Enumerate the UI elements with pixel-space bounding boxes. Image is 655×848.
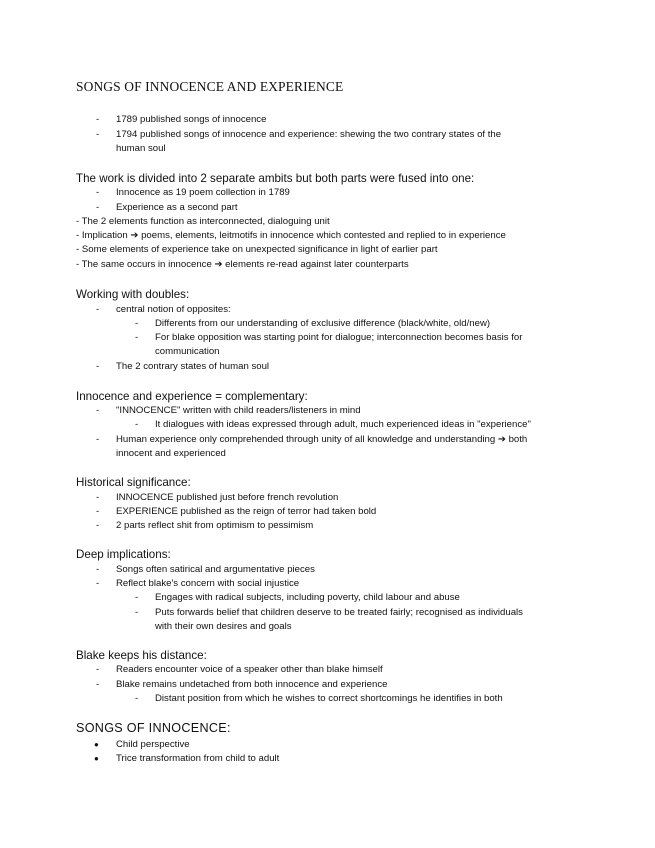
list-item: 1794 published songs of innocence and experience: shewing the two contrary states of the (116, 129, 502, 140)
paragraph-line: - The 2 elements function as interconnected, dialoguing unit (76, 216, 330, 227)
list-marker: - (96, 304, 100, 315)
list-item: 1789 published songs of innocence (116, 114, 267, 125)
list-marker: - (96, 114, 100, 125)
section-heading: Blake keeps his distance: (76, 649, 207, 662)
list-marker: - (96, 578, 100, 589)
list-item: central notion of opposites: (116, 304, 231, 315)
list-item: Child perspective (116, 739, 190, 750)
list-item: Experience as a second part (116, 202, 238, 213)
sub-list-item: Puts forwards belief that children deserve to be treated fairly; recognised as individuals (155, 607, 523, 618)
list-marker: - (96, 129, 100, 140)
section-heading: SONGS OF INNOCENCE: (76, 721, 231, 735)
list-marker: - (96, 492, 100, 503)
list-marker: - (135, 332, 139, 343)
list-item: "INNOCENCE" written with child readers/listeners in mind (116, 405, 361, 416)
list-item-continuation: human soul (116, 143, 166, 154)
list-marker: - (96, 506, 100, 517)
sub-list-item: Distant position from which he wishes to correct shortcomings he identifies in both (155, 693, 503, 704)
list-marker: - (135, 693, 139, 704)
bullet-marker: ● (94, 754, 99, 763)
paragraph-line: - The same occurs in innocence ➔ elements re-read against later counterparts (76, 259, 409, 270)
list-marker: - (96, 187, 100, 198)
list-item: Readers encounter voice of a speaker other than blake himself (116, 664, 383, 675)
list-item: Blake remains undetached from both innocence and experience (116, 679, 388, 690)
list-marker: - (96, 664, 100, 675)
list-item: Human experience only comprehended through unity of all knowledge and understanding ➔ both (116, 434, 528, 445)
list-marker: - (96, 202, 100, 213)
section-heading: Working with doubles: (76, 288, 190, 301)
list-item: The 2 contrary states of human soul (116, 361, 270, 372)
list-marker: - (96, 405, 100, 416)
sub-list-item: Engages with radical subjects, including poverty, child labour and abuse (155, 592, 460, 603)
section-heading: Deep implications: (76, 548, 171, 561)
list-item: 2 parts reflect shit from optimism to pessimism (116, 520, 314, 531)
list-item-continuation: innocent and experienced (116, 448, 226, 459)
paragraph-line: - Implication ➔ poems, elements, leitmotifs in innocence which contested and replied to in experience (76, 230, 506, 241)
document-title: SONGS OF INNOCENCE AND EXPERIENCE (76, 79, 344, 94)
sub-list-item: Differents from our understanding of exclusive difference (black/white, old/new) (155, 318, 491, 329)
sub-list-item-continuation: with their own desires and goals (155, 621, 292, 632)
list-item: Trice transformation from child to adult (116, 753, 280, 764)
list-item: INNOCENCE published just before french revolution (116, 492, 339, 503)
list-marker: - (96, 434, 100, 445)
sub-list-item: It dialogues with ideas expressed through adult, much experienced ideas in "experience" (155, 419, 531, 430)
list-marker: - (96, 520, 100, 531)
list-marker: - (135, 318, 139, 329)
list-item: EXPERIENCE published as the reign of terror had taken bold (116, 506, 377, 517)
section-heading: Historical significance: (76, 476, 191, 489)
list-marker: - (135, 592, 139, 603)
list-item: Innocence as 19 poem collection in 1789 (116, 187, 290, 198)
list-marker: - (96, 564, 100, 575)
list-marker: - (96, 361, 100, 372)
list-marker: - (135, 419, 139, 430)
paragraph-line: - Some elements of experience take on unexpected significance in light of earlier part (76, 244, 438, 255)
list-marker: - (135, 607, 139, 618)
section-heading: The work is divided into 2 separate ambits but both parts were fused into one: (76, 172, 475, 185)
bullet-marker: ● (94, 740, 99, 749)
sub-list-item: For blake opposition was starting point for dialogue; interconnection becomes basis for (155, 332, 523, 343)
sub-list-item-continuation: communication (155, 346, 220, 357)
list-marker: - (96, 679, 100, 690)
section-heading: Innocence and experience = complementary: (76, 390, 308, 403)
list-item: Reflect blake's concern with social injustice (116, 578, 300, 589)
list-item: Songs often satirical and argumentative pieces (116, 564, 315, 575)
